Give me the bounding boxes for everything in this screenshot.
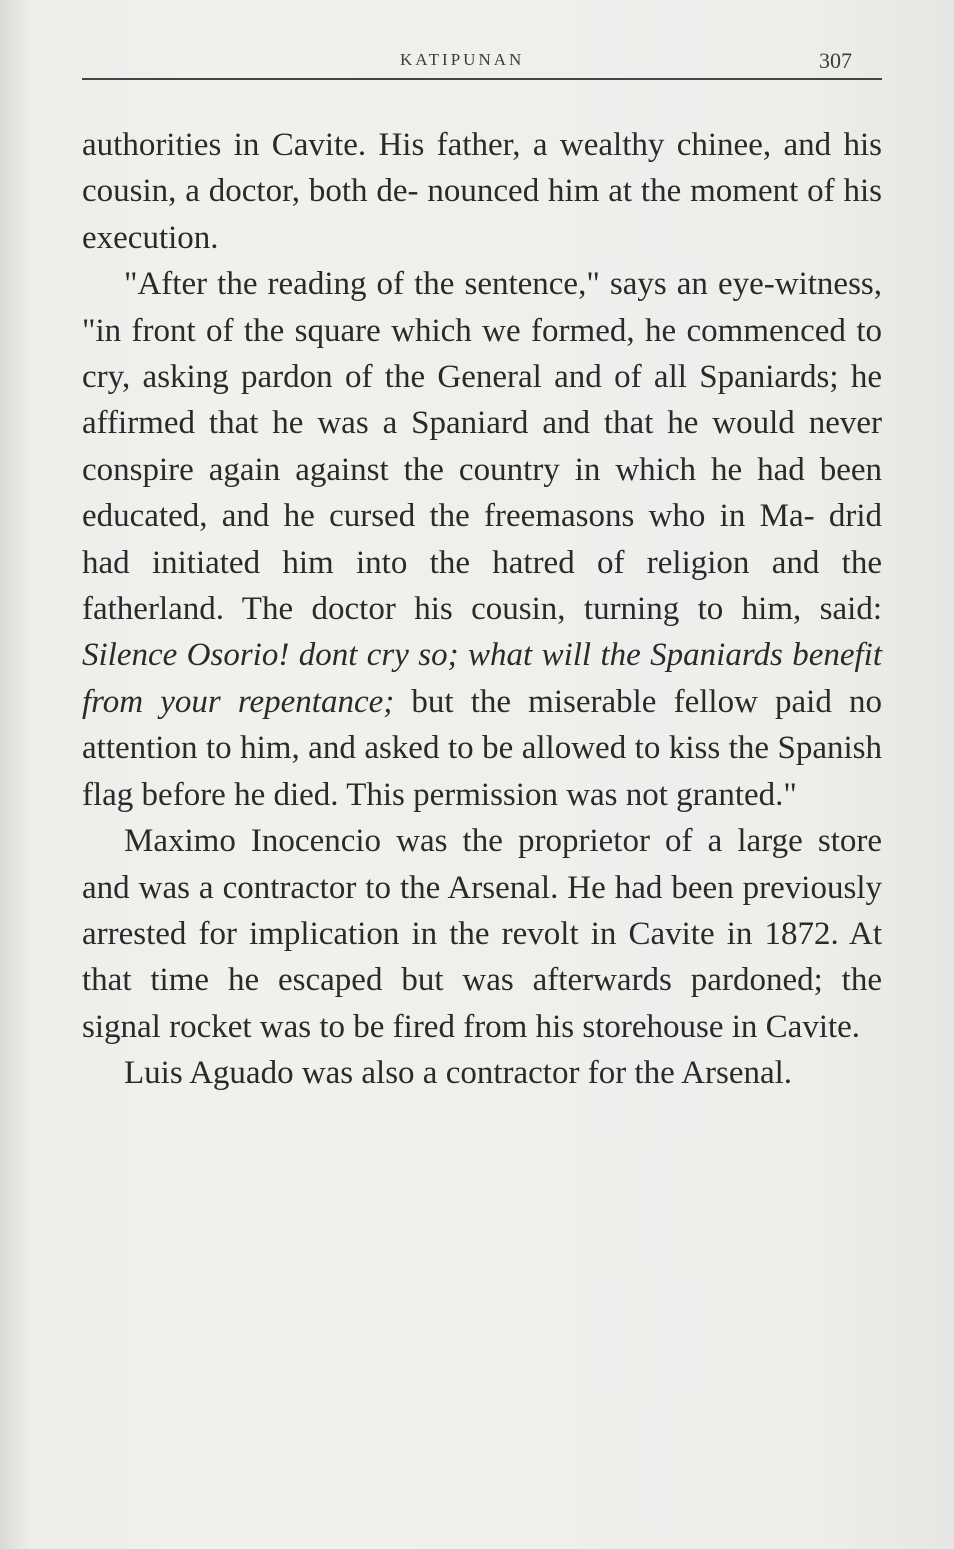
page-number: 307 — [819, 48, 852, 73]
paragraph-2 — [82, 261, 882, 818]
running-head: KATIPUNAN — [400, 50, 525, 69]
paragraph-4: Luis Aguado was also a contractor for the Arsenal. — [124, 1055, 793, 1092]
paragraph-2-part-b: but the miserable fellow paid no attention to him, and asked to be allowed to kiss the Spanish flag before he died. This permission was not granted." — [82, 683, 882, 813]
paragraph-3: Maximo Inocencio was the proprietor of a large store and was a contractor to the Arsenal. He had been previously arrested for implication in the revolt in Cavite in 1872. At that time he escaped but was afterwards pardoned; the signal rocket was to be fired from his storehouse in Cavite. — [82, 823, 882, 1045]
paragraph-1: authorities in Cavite. His father, a wealthy chinee, and his cousin, a doctor, both de- nounced him at the moment of his execution. — [82, 127, 882, 256]
header-rule — [82, 78, 882, 80]
paragraph-2-part-a: "After the reading of the sentence," says an eye-witness, "in front of the square which we formed, he commenced to cry, asking pardon of the General and of all Spaniards; he affirmed that he was a Spaniard and that he would never conspire again against the country in which he had been educated, and he cursed the freemasons who in Ma- drid had initiated him into the hatred of religion and the fatherland. The doctor his cousin, turning to him, said: — [82, 266, 882, 628]
page-header — [82, 46, 882, 86]
body-text — [82, 122, 882, 1097]
paragraph-2-italic-quote: Silence Osorio! dont cry so; what will the Spaniards benefit from your repentance; — [82, 637, 882, 720]
